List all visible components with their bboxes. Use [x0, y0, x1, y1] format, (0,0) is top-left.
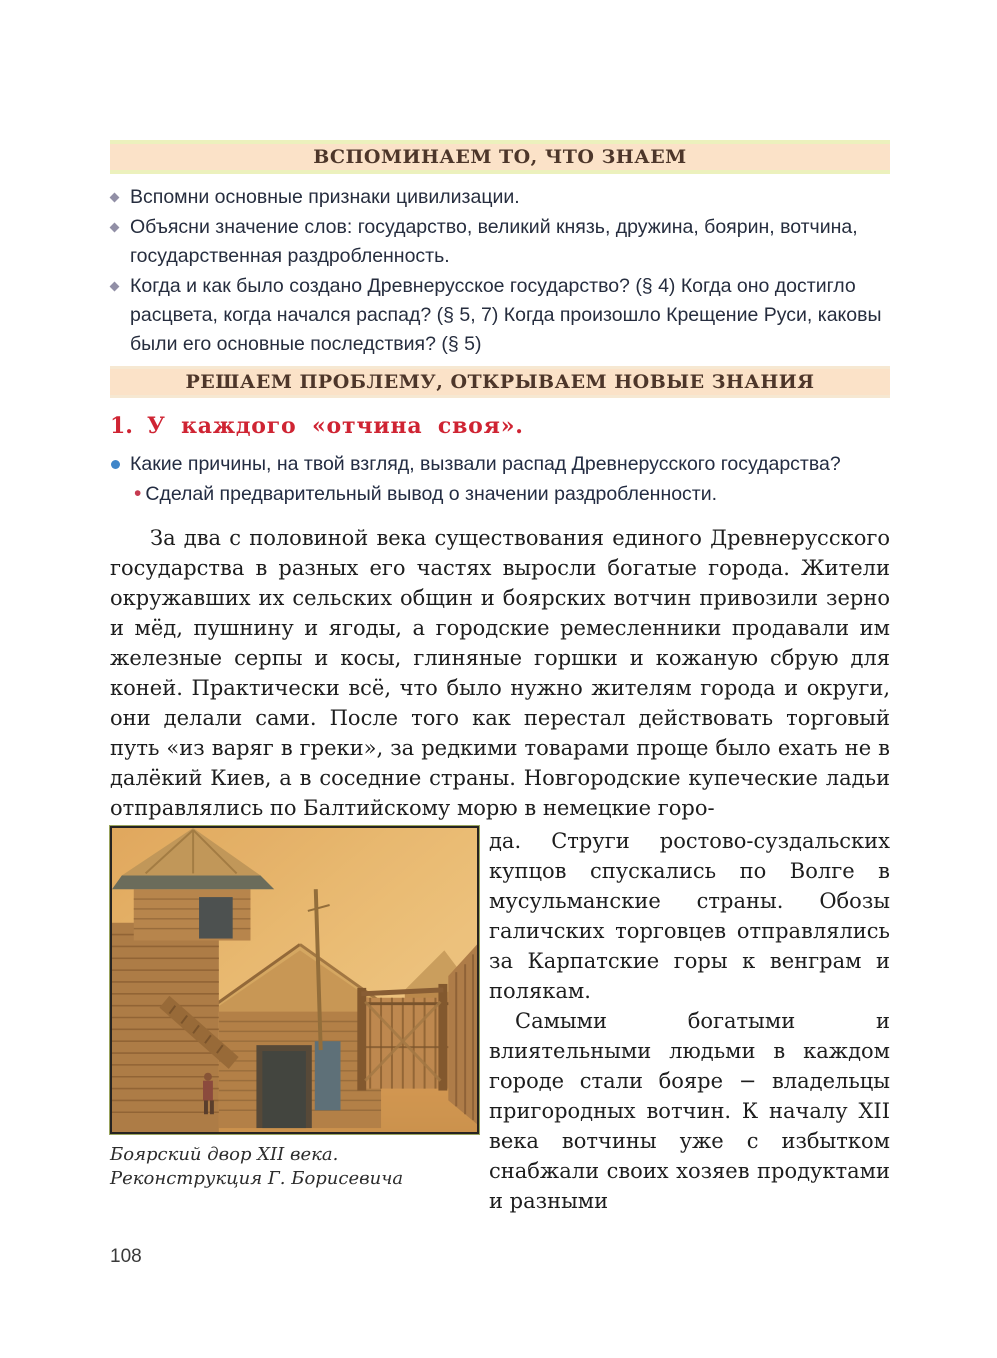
figure-caption-line1: Боярский двор XII века.: [110, 1144, 339, 1165]
figure-caption-line2: Реконструкция Г. Борисевича: [110, 1168, 404, 1189]
figure-caption: [110, 1143, 479, 1191]
question-bullet-icon: [111, 460, 120, 469]
figure-column: [110, 826, 479, 1216]
list-item-text: Вспомни основные признаки цивилизации.: [130, 186, 520, 208]
heading-text: У каждого «отчина своя».: [146, 413, 524, 439]
recall-section-header-bar: [110, 140, 890, 174]
list-item: [110, 213, 890, 271]
question-part1: Какие причины, на твой взгляд, вызвали распад Древнерусского государства?: [130, 453, 841, 475]
diamond-bullet-icon: [110, 193, 120, 203]
question-paragraph: [110, 450, 890, 509]
paragraph-heading: [110, 412, 890, 440]
list-item: [110, 183, 890, 212]
list-item-text: Когда и как было создано Древнерусское государство? (§ 4) Когда оно достигло расцвета, когда начался распад? (§ 5, 7) Когда произошло Крещение Руси, каковы были его основные последствия? (§ 5): [130, 275, 882, 355]
figure: [110, 826, 479, 1191]
problem-section-header-bar: [110, 366, 890, 398]
boyar-courtyard-illustration: [112, 828, 477, 1132]
two-column-block: [110, 826, 890, 1216]
question-part2: Сделай предварительный вывод о значении раздробленности.: [145, 483, 718, 505]
recall-section-title: ВСПОМИНАЕМ ТО, ЧТО ЗНАЕМ: [313, 146, 687, 168]
list-item-text: Объясни значение слов: государство, великий князь, дружина, боярин, вотчина, государственная раздробленность.: [130, 216, 858, 267]
body-paragraph-1: За два с половиной века существования единого Древнерусского государства в разных его частях выросли богатые города. Жители окружавших их сельских общин и боярских вотчин привозили зерно и мёд, пушнину и ягоды, а городские ремесленники продавали им железные серпы и косы, глиняные горшки и кожаную сбрую для коней. Практически всё, что было нужно жителям города и округи, они делали сами. После того как перестал действовать торговый путь «из варяг в греки», за редкими товарами проще было ехать не в далёкий Киев, а в соседние страны. Новгородские купеческие ладьи отправлялись по Балтийскому морю в немецкие горо-: [110, 526, 890, 820]
heading-number: 1.: [110, 413, 133, 439]
boyar-courtyard-image: [110, 826, 479, 1134]
recall-list: [110, 183, 890, 359]
list-item: [110, 272, 890, 359]
text-column: [489, 826, 890, 1216]
diamond-bullet-icon: [110, 282, 120, 292]
page-number: 108: [110, 1246, 142, 1267]
body-paragraph-3: Самыми богатыми и влиятельными людьми в каждом городе стали бояре − владельцы пригородных вотчин. К началу XII века вотчины уже с избытком снабжали своих хозяев продуктами и разными: [489, 1009, 890, 1213]
question-text: [130, 450, 890, 509]
body-paragraph-2: да. Струги ростово-суздальских купцов спускались по Волге в мусульманские страны. Обозы галичских торговцев отправлялись за Карпатские горы к венграм и полякам.: [489, 829, 890, 1003]
problem-section-title: РЕШАЕМ ПРОБЛЕМУ, ОТКРЫВАЕМ НОВЫЕ ЗНАНИЯ: [185, 371, 815, 393]
question-separator-bullet: •: [134, 482, 142, 505]
diamond-bullet-icon: [110, 223, 120, 233]
